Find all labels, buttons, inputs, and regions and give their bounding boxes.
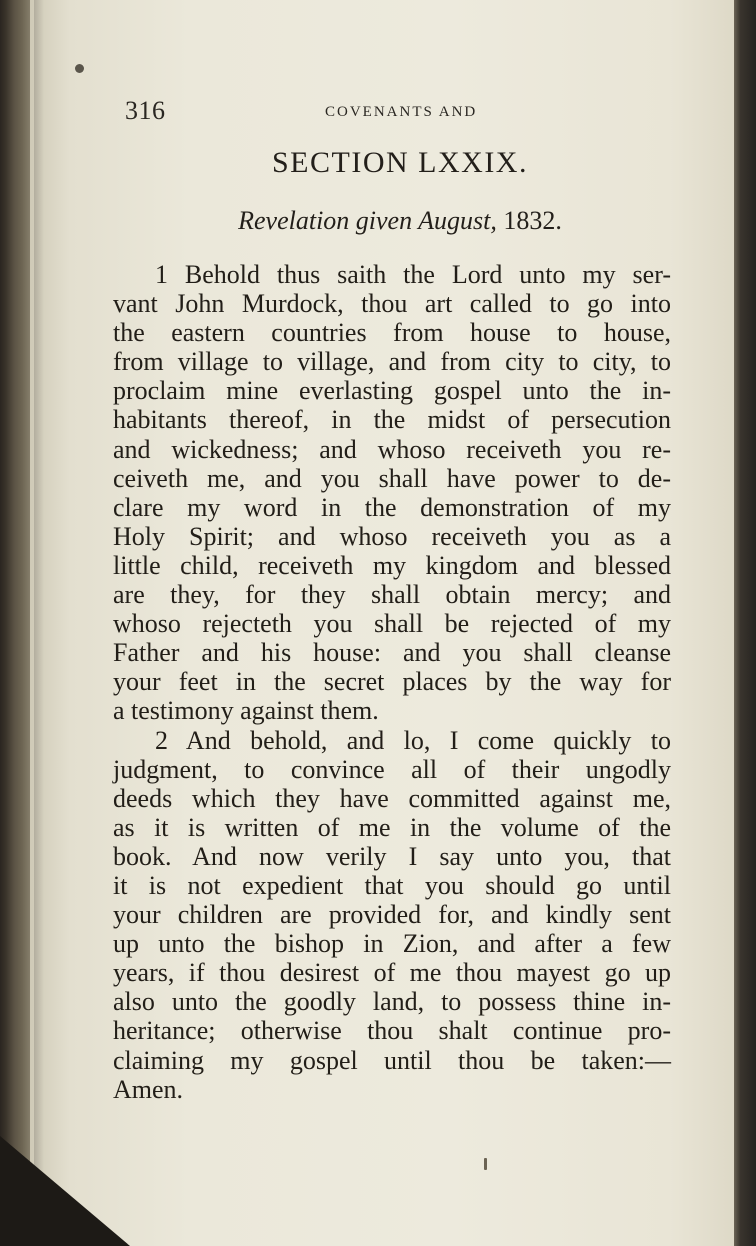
text-line: 2 And behold, and lo, I come quickly to (155, 725, 671, 755)
text-line: are they, for they shall obtain mercy; and (113, 580, 671, 610)
text-line: clare my word in the demonstration of my (113, 492, 671, 522)
text-line: Amen. (113, 1074, 184, 1104)
text-line: as it is written of me in the volume of the (113, 812, 671, 842)
text-line: vant John Murdock, thou art called to go into (113, 289, 671, 319)
text-line: from village to village, and from city to city, to (113, 347, 671, 377)
text-line: your children are provided for, and kindly sent (113, 900, 671, 930)
page-number: 316 (125, 96, 166, 125)
page-corner-shadow (0, 1136, 130, 1246)
section-title: SECTION LXXIX. (272, 146, 528, 179)
revelation-subtitle (140, 206, 660, 236)
text-line: also unto the goodly land, to possess thine in- (113, 987, 671, 1017)
text-line: 1 Behold thus saith the Lord unto my ser- (155, 260, 671, 289)
subtitle-italic: Revelation given August, (238, 206, 497, 235)
running-head: COVENANTS AND (325, 104, 478, 120)
text-line: it is not expedient that you should go until (113, 870, 671, 900)
text-line: up unto the bishop in Zion, and after a few (113, 929, 671, 959)
text-line: and wickedness; and whoso receiveth you re- (113, 434, 671, 464)
text-line: the eastern countries from house to house, (113, 318, 671, 348)
text-line: ceiveth me, and you shall have power to de- (113, 463, 671, 493)
text-line: Holy Spirit; and whoso receiveth you as a (113, 521, 671, 551)
text-line: years, if thou desirest of me thou mayest go up (113, 958, 671, 988)
page-gutter-shadow (34, 0, 44, 1246)
text-line: book. And now verily I say unto you, that (113, 841, 671, 871)
text-line: habitants thereof, in the midst of persecution (113, 405, 671, 435)
text-line: proclaim mine everlasting gospel unto the in- (113, 376, 671, 406)
text-line: judgment, to convince all of their ungodly (113, 754, 671, 784)
paper-spot (75, 64, 84, 73)
text-line: Father and his house: and you shall cleanse (113, 638, 671, 668)
text-line: heritance; otherwise thou shalt continue pro- (113, 1016, 671, 1046)
book-right-edge (734, 0, 756, 1246)
body-text (113, 260, 671, 1104)
text-line: a testimony against them. (113, 696, 379, 726)
text-line: whoso rejecteth you shall be rejected of my (113, 609, 671, 639)
page-header (0, 96, 756, 128)
text-line: little child, receiveth my kingdom and blessed (113, 550, 671, 580)
paper-blemish (484, 1158, 487, 1170)
text-line: claiming my gospel until thou be taken:— (113, 1045, 671, 1075)
text-line: deeds which they have committed against me, (113, 783, 671, 813)
text-line: your feet in the secret places by the way for (113, 667, 671, 697)
subtitle-year: 1832. (496, 206, 562, 235)
